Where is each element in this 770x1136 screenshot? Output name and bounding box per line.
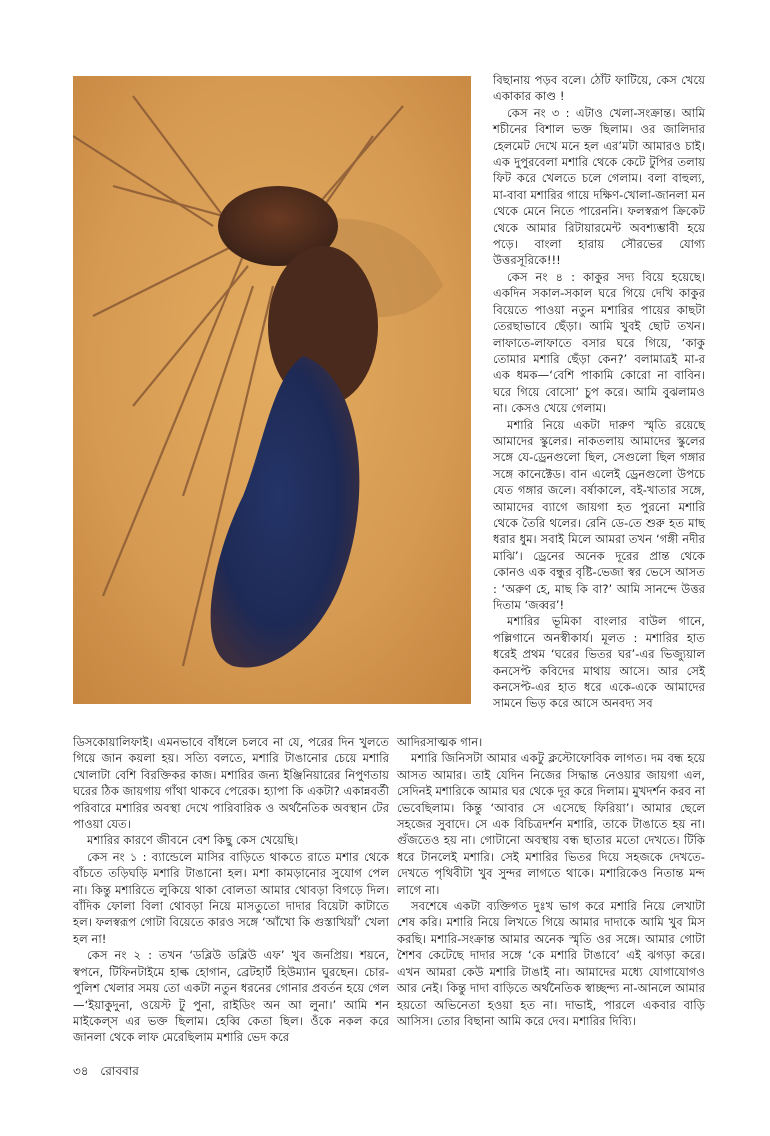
page-footer	[73, 1063, 147, 1083]
paragraph: ডিসকোয়ালিফাই। এমনভাবে বাঁধলে চলবে না যে, পরের দিন খুলতে গিয়ে জান কয়লা হয়। সত্যি বলতে, মশারি টাঙানোর চেয়ে মশারি খোলাটা বেশি বিরক্তিকর কাজ। মশারির জন্য ইঞ্জিনিয়ারের নিপুণতায় ঘরের ঠিক জায়গায় গাঁথা থাকবে পেরেক। হ্যাপা কি একটা? একান্নবর্তী পরিবারে মশারির অবস্থা দেখে পারিবারিক ও অর্থনৈতিক অবস্থান টের পাওয়া যেত।	[73, 735, 389, 832]
bottom-left-text-column	[73, 734, 389, 1046]
paragraph: কেস নং ১ : ব্যান্ডেলে মাসির বাড়িতে থাকতে রাতে মশার থেকে বাঁচতে তড়িঘড়ি মশারি টাঙানো হল। মশা কামড়ানোর সুযোগ পেল না। কিন্তু মশারিতে লুকিয়ে থাকা বোলতা আমার থোবড়া বিগড়ে দিল। বাঁদিক ফোলা বিলা থোবড়া নিয়ে মাসতুতো দাদার বিয়েটা কাটাতে হল। ফলস্বরূপ গোটা বিয়েতে কারও সঙ্গে ‘আঁখো কি গুস্তাখিয়াঁ’ খেলা হল না!	[73, 849, 389, 946]
paragraph: মশারি জিনিসটা আমার একটু ক্লস্টোফোবিক লাগত। দম বন্ধ হয়ে আসত আমার। তাই যেদিন নিজের সিদ্ধান্ত নেওয়ার জায়গা এল, সেদিনই মশারিকে আমার ঘর থেকে দূর করে দিলাম। মুখদর্শন করব না ভেবেছিলাম। কিন্তু ‘আবার সে এসেছে ফিরিয়া’। আমার ছেলে সহজের সুবাদে। সে এক বিচিত্রদর্শন মশারি, তাকে টাঙাতে হয় না। গুঁজতেও হয় না। গোটানো অবস্থায় বন্ধ ছাতার মতো দেখতে। টিকি ধরে টানলেই মশারি। সেই মশারির ভিতর দিয়ে সহজকে দেখতে-দেখতে পৃথিবীটা খুব সুন্দর লাগতে থাকে। মশারিকেও নিতান্ত মন্দ লাগে না।	[397, 751, 705, 897]
paragraph: কেস নং ৩ : এটাও খেলা-সংক্রান্ত। আমি শচীনের বিশাল ভক্ত ছিলাম। ওর জালিদার হেলমেট দেখে মনে হল এর’মটা আমারও চাই। এক দুপুরবেলা মশারি থেকে কেটে টুপির তলায় ফিট করে খেলতে চলে গেলাম। বলা বাহুল্য, মা-বাবা মশারির গায়ে দক্ষিণ-খোলা-জানলা মন থেকে মেনে নিতে পারেননি। ফলস্বরূপ ক্রিকেট থেকে আমার রিটায়ারমেন্ট অবশ্যম্ভাবী হয়ে পড়ে। বাংলা হারায় সৌরভের যোগ্য উত্তরসূরিকে!!!	[493, 105, 705, 268]
paragraph: মশারির কারণে জীবনে বেশ কিছু কেস খেয়েছি।	[87, 833, 299, 848]
paragraph: কেস নং ২ : তখন ‘ডব্লিউ ডব্লিউ এফ’ খুব জনপ্রিয়। শয়নে, স্বপনে, টিফিনটাইমে হাল্ক হোগান, ব্রেটহার্ট হিউম্যান ঘুরছেন। চোর-পুলিশ খেলার সময় তো একটা নতুন ধরনের গোনার প্রবর্তন হয়ে গেল—‘ইয়াকুদুনা, ওয়েস্ট টু পুনা, রাইডিং অন আ লুনা।’ আমি শন মাইকেল্‌স এর ভক্ত ছিলাম। হেব্বি কেতা ছিল। ওঁকে নকল করে জানলা থেকে লাফ মেরেছিলাম মশারি ভেদ করে	[73, 948, 389, 1045]
page-number: ৩৪	[73, 1064, 89, 1078]
paragraph: মশারির ভূমিকা বাংলার বাউল গানে, পল্লিগানে অনস্বীকার্য। মূলত : মশারির হাত ধরেই প্রথম ‘ঘরের ভিতর ঘর’-এর ভিজ্যুয়াল কনসেপ্ট কবিদের মাথায় আসে। আর সেই কনসেপ্ট-এর হাত ধরে একে-একে আমাদের সামনে ভিড় করে আসে অনবদ্য সব	[493, 614, 705, 711]
right-text-column	[493, 72, 705, 712]
paragraph: আদিরসাত্মক গান।	[397, 735, 483, 749]
mosquito-fossil-photo	[73, 76, 471, 704]
magazine-name: রোববার	[100, 1064, 139, 1078]
paragraph: কেস নং ৪ : কাকুর সদ্য বিয়ে হয়েছে। একদিন সকাল-সকাল ঘরে গিয়ে দেখি কাকুর বিয়েতে পাওয়া নতুন মশারির পায়ের কাছটা তেরছাভাবে ছেঁড়া। আমি খুবই ছোট তখন। লাফাতে-লাফাতে বসার ঘরে গিয়ে, ‘কাকু তোমার মশারি ছেঁড়া কেন?’ বলামাত্রই মা-র এক ধমক—‘বেশি পাকামি কোরো না বাবিন। ঘরে গিয়ে বোসো’ চুপ করে। আমি বুঝলামও না। কেসও খেয়ে গেলাম।	[493, 269, 705, 416]
paragraph: সবশেষে একটা ব্যক্তিগত দুঃখ ভাগ করে মশারি নিয়ে লেখাটা শেষ করি। মশারি নিয়ে লিখতে গিয়ে আমার দাদাকে আমি খুব মিস করছি। মশারি-সংক্রান্ত আমার অনেক স্মৃতি ওর সঙ্গে। আমার গোটা শৈশব কেটেছে দাদার সঙ্গে ‘কে মশারি টাঙাবে’ এই ঝগড়া করে। এখন আমরা কেউ মশারি টাঙাই না। আমাদের মধ্যে যোগাযোগও আর নেই। কিন্তু দাদা বাড়িতে অর্থনৈতিক স্বাচ্ছন্দ্য না-আনলে আমার হয়তো অভিনেতা হওয়া হত না। দাভাই, পারলে একবার বাড়ি আসিস। তোর বিছানা আমি করে দেব। মশারির দিব্যি।	[397, 899, 705, 1028]
paragraph: বিছানায় পড়ব বলে। ঠোঁট ফাটিয়ে, কেস খেয়ে একাকার কাণ্ড !	[493, 73, 705, 104]
bottom-right-text-column	[397, 734, 705, 1029]
paragraph: মশারি নিয়ে একটা দারুণ স্মৃতি রয়েছে আমাদের স্কুলের। নাকতলায় আমাদের স্কুলের সঙ্গে যে-ড্রেনগুলো ছিল, সেগুলো ছিল গঙ্গার সঙ্গে কানেক্টেড। বান এলেই ড্রেনগুলো উপচে যেত গঙ্গার জলে। বর্ষাকালে, বই-খাতার সঙ্গে, আমাদের ব্যাগে জায়গা হত পুরনো মশারি থেকে তৈরি থলের। রেনি ডে-তে শুরু হত মাছ ধরার ধুম। সবাই মিলে আমরা তখন ‘গঙ্গী নদীর মাঝি’। ড্রেনের অনেক দূরের প্রান্ত থেকে কোনও এক বন্ধুর বৃষ্টি-ভেজা স্বর ভেসে আসত : ‘অরুণ হে, মাছ কি বা?’ আমি সানন্দে উত্তর দিতাম ‘জব্বর’!	[493, 417, 705, 612]
